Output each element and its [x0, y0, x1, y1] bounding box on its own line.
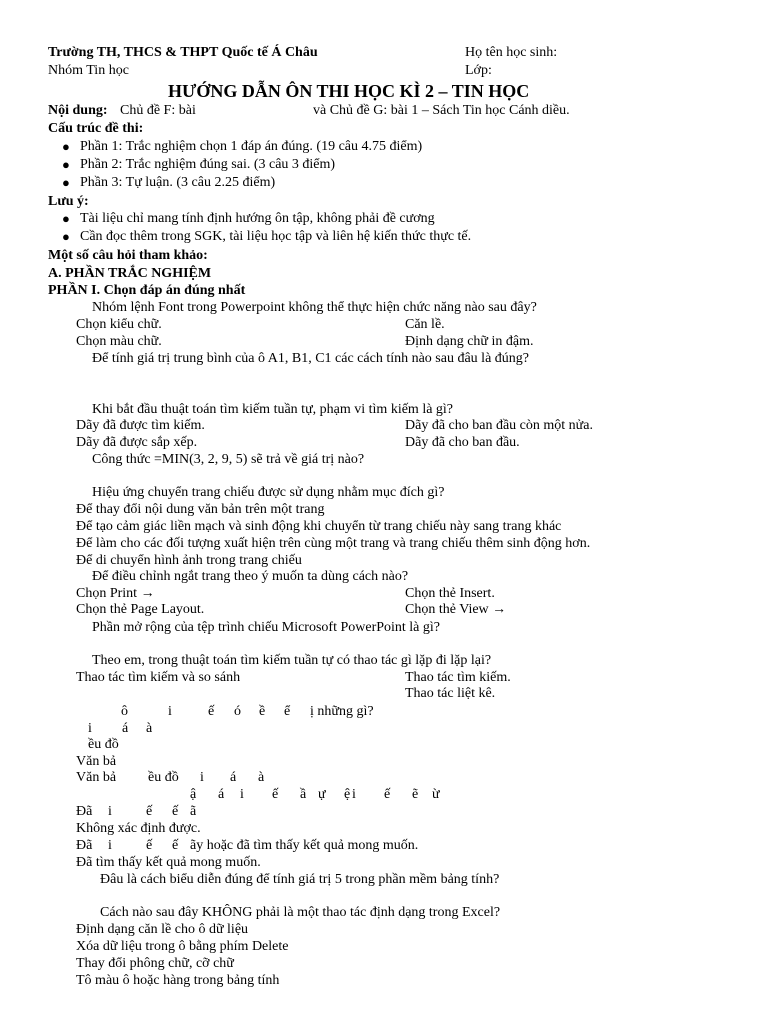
question-text: Công thức =MIN(3, 2, 9, 5) sẽ trả về giá trị nào?: [92, 452, 365, 467]
bullet-icon: ●: [62, 139, 70, 154]
answer-option: Căn lề.: [405, 317, 445, 332]
refs-heading: Một số câu hỏi tham khảo:: [48, 248, 208, 263]
text-fragment: ế: [146, 838, 153, 853]
text-fragment: ều đồ: [148, 770, 179, 785]
answer-option: Chọn Print →: [76, 586, 155, 601]
answer-option: Dãy đã được sắp xếp.: [76, 435, 198, 450]
answer-option: Để di chuyển hình ảnh trong trang chiếu: [76, 553, 302, 568]
text-fragment: ô: [121, 704, 128, 719]
text-fragment: ế: [172, 804, 179, 819]
text-fragment: Đã: [76, 838, 93, 853]
answer-option: Dãy đã được tìm kiếm.: [76, 418, 205, 433]
answer-option: Thao tác tìm kiếm.: [405, 670, 511, 685]
text-fragment: i: [168, 704, 172, 719]
text-fragment: Đã: [76, 804, 93, 819]
text-fragment: ị những gì?: [310, 704, 374, 719]
text-fragment: ừ: [432, 787, 440, 802]
text-fragment: ể: [284, 704, 291, 719]
text-fragment: á: [218, 787, 225, 802]
bullet-icon: ●: [62, 175, 70, 190]
text-fragment: i: [108, 838, 112, 853]
text-fragment: ều đồ: [88, 737, 119, 752]
bullet-icon: ●: [62, 229, 70, 244]
bullet-icon: ●: [62, 211, 70, 226]
answer-option: Dãy đã cho ban đầu còn một nửa.: [405, 418, 593, 433]
question-text: Hiệu ứng chuyển trang chiếu được sử dụng nhằm mục đích gì?: [92, 485, 445, 500]
class-label: Lớp:: [465, 63, 492, 78]
text-fragment: ế: [172, 838, 179, 853]
answer-option: Chọn thẻ View →: [405, 602, 507, 617]
page-title: HƯỚNG DẪN ÔN THI HỌC KÌ 2 – TIN HỌC: [168, 81, 530, 101]
part1-heading: PHẦN I. Chọn đáp án đúng nhất: [48, 283, 246, 298]
question-text: Cách nào sau đây KHÔNG phải là một thao tác định dạng trong Excel?: [100, 905, 501, 920]
bullet-icon: ●: [62, 157, 70, 172]
answer-option: Chọn kiểu chữ.: [76, 317, 162, 332]
text-fragment: i: [240, 787, 244, 802]
text-fragment: ự: [318, 787, 326, 802]
structure-item: Phần 3: Tự luận. (3 câu 2.25 điểm): [80, 175, 276, 190]
answer-option: Thay đổi phông chữ, cỡ chữ: [76, 956, 234, 971]
group-name: Nhóm Tin học: [48, 63, 129, 78]
text-fragment: ậ: [190, 787, 197, 802]
structure-item: Phần 1: Trắc nghiệm chọn 1 đáp án đúng. (19 câu 4.75 điểm): [80, 139, 423, 154]
content-label: Nội dung:: [48, 103, 108, 118]
answer-option: Xóa dữ liệu trong ô bằng phím Delete: [76, 939, 289, 954]
text-fragment: ầ: [300, 787, 307, 802]
text-fragment: i: [88, 721, 92, 736]
text-fragment: ã: [190, 804, 197, 819]
answer-option: ãy hoặc đã tìm thấy kết quả mong muốn.: [190, 838, 419, 853]
answer-option: Dãy đã cho ban đầu.: [405, 435, 520, 450]
text-fragment: á: [230, 770, 237, 785]
text-fragment: i: [200, 770, 204, 785]
question-text: Để tính giá trị trung bình của ô A1, B1, C1 các cách tính nào sau đâu là đúng?: [92, 351, 530, 366]
text-fragment: Văn bả: [76, 770, 117, 785]
text-fragment: i: [352, 787, 356, 802]
notes-heading: Lưu ý:: [48, 194, 89, 209]
answer-option: Không xác định được.: [76, 821, 201, 836]
text-fragment: á: [122, 721, 129, 736]
content-topic-f: Chủ đề F: bài: [120, 103, 196, 118]
text-fragment: à: [258, 770, 265, 785]
answer-option: Tô màu ô hoặc hàng trong bảng tính: [76, 973, 280, 988]
text-fragment: ế: [208, 704, 215, 719]
note-item: Cần đọc thêm trong SGK, tài liệu học tập và liên hệ kiến thức thực tế.: [80, 229, 472, 244]
text-fragment: ế: [384, 787, 391, 802]
school-name: Trường TH, THCS & THPT Quốc tế Á Châu: [48, 45, 318, 60]
student-name-label: Họ tên học sinh:: [465, 45, 558, 60]
question-text: Để điều chỉnh ngắt trang theo ý muốn ta dùng cách nào?: [92, 569, 409, 584]
answer-option: Thao tác liệt kê.: [405, 686, 496, 701]
text-fragment: ế: [272, 787, 279, 802]
note-item: Tài liệu chỉ mang tính định hướng ôn tập, không phải đề cương: [80, 211, 435, 226]
question-text: Theo em, trong thuật toán tìm kiếm tuần tự có thao tác gì lặp đi lặp lại?: [92, 653, 492, 668]
question-text: Phần mở rộng của tệp trình chiếu Microsoft PowerPoint là gì?: [92, 620, 441, 635]
question-text: Nhóm lệnh Font trong Powerpoint không thể thực hiện chức năng nào sau đây?: [92, 300, 537, 315]
text-fragment: Văn bả: [76, 754, 117, 769]
answer-option: Để thay đổi nội dung văn bản trên một trang: [76, 502, 325, 517]
structure-item: Phần 2: Trắc nghiệm đúng sai. (3 câu 3 điểm): [80, 157, 336, 172]
answer-option: Chọn thẻ Insert.: [405, 586, 495, 601]
text-fragment: ế: [146, 804, 153, 819]
text-fragment: ó: [234, 704, 241, 719]
answer-option: Định dạng căn lề cho ô dữ liệu: [76, 922, 249, 937]
answer-option: Để tạo cảm giác liền mạch và sinh động khi chuyển từ trang chiếu này sang trang khác: [76, 519, 562, 534]
text-fragment: à: [146, 721, 153, 736]
section-a-heading: A. PHẦN TRẮC NGHIỆM: [48, 266, 212, 281]
answer-option: Chọn màu chữ.: [76, 334, 162, 349]
text-fragment: i: [108, 804, 112, 819]
question-text: Đâu là cách biểu diễn đúng để tính giá trị 5 trong phần mềm bảng tính?: [100, 872, 500, 887]
text-fragment: ẽ: [412, 787, 419, 802]
text-fragment: ệ: [344, 787, 351, 802]
answer-option: Đã tìm thấy kết quả mong muốn.: [76, 855, 261, 870]
text-fragment: ề: [259, 704, 266, 719]
answer-option: Chọn thẻ Page Layout.: [76, 602, 205, 617]
structure-heading: Cấu trúc đề thi:: [48, 121, 144, 136]
answer-option: Để làm cho các đối tượng xuất hiện trên cùng một trang và trang chiếu thêm sinh động hơn.: [76, 536, 591, 551]
content-topic-g: và Chủ đề G: bài 1 – Sách Tin học Cánh diều.: [313, 103, 570, 118]
question-text: Khi bắt đầu thuật toán tìm kiếm tuần tự, phạm vi tìm kiếm là gì?: [92, 402, 454, 417]
answer-option: Thao tác tìm kiếm và so sánh: [76, 670, 241, 685]
answer-option: Định dạng chữ in đậm.: [405, 334, 534, 349]
